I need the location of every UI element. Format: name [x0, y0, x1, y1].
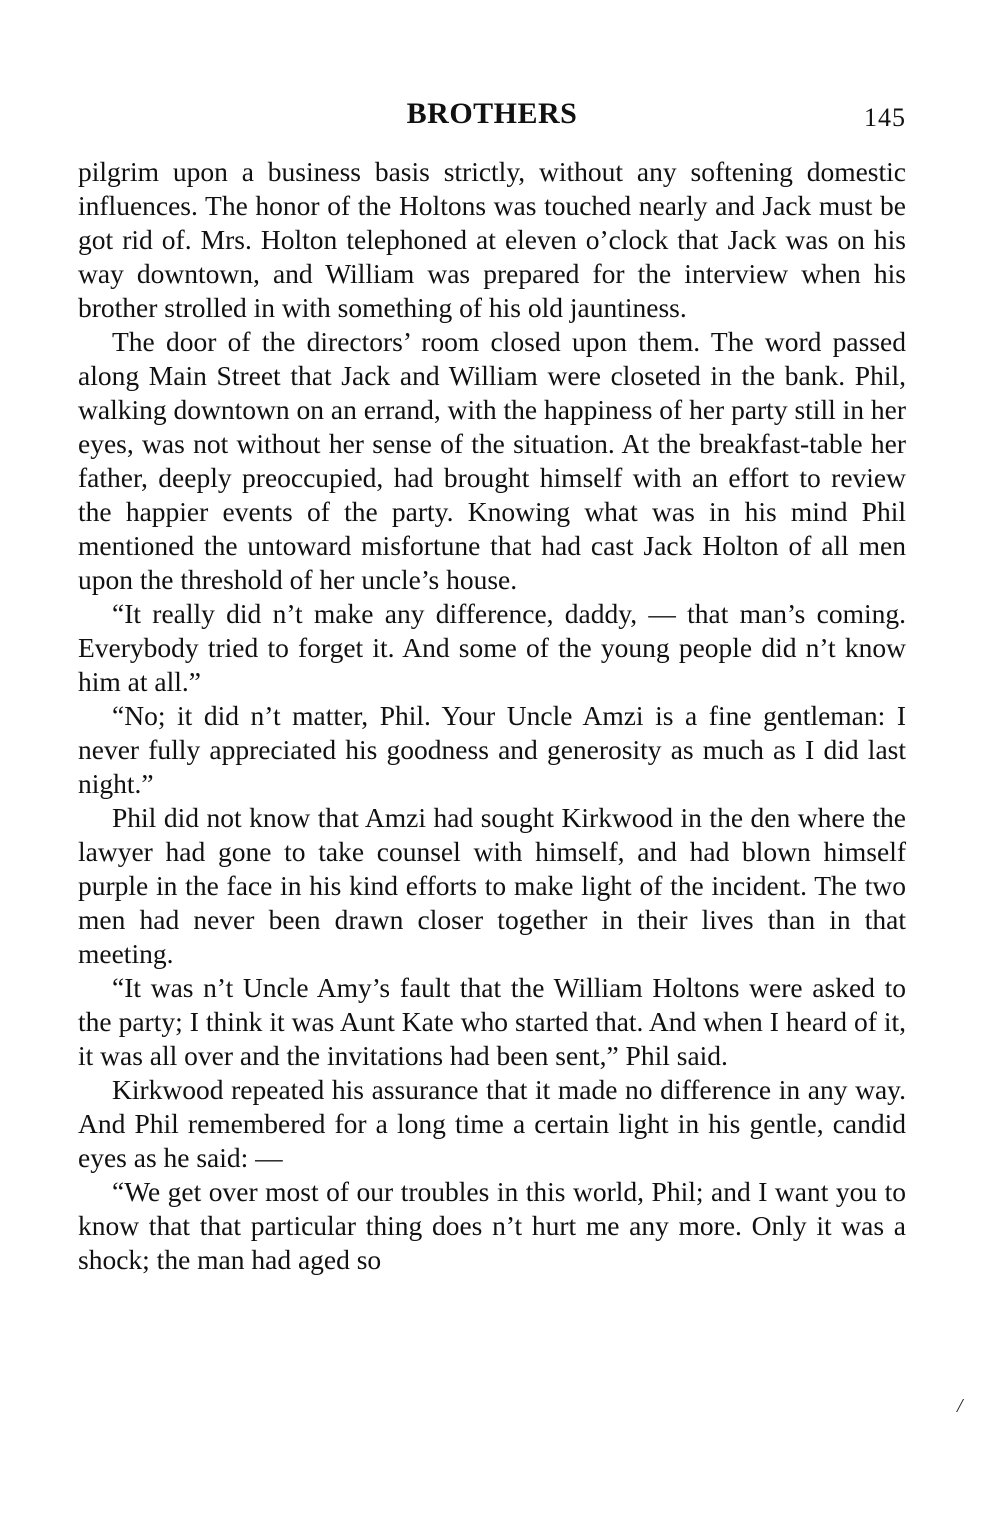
paragraph-3: “It really did n’t make any difference, daddy, — that man’s coming. Everybody tried to forget it. And some of the young people did n’t know him at all.”: [78, 598, 906, 697]
page-number: 145: [864, 103, 906, 132]
paragraph-8: “We get over most of our troubles in this world, Phil; and I want you to know that that particular thing does n’t hurt me any more. Only it was a shock; the man had aged so: [78, 1176, 906, 1275]
paragraph-1: pilgrim upon a business basis strictly, without any softening domestic influences. The honor of the Holtons was touched nearly and Jack must be got rid of. Mrs. Holton telephoned at eleven o’clock that Jack was on his way downtown, and William was prepared for the interview when his brother strolled in with something of his old jauntiness.: [78, 156, 906, 323]
margin-mark: /: [957, 1395, 963, 1417]
paragraph-4: “No; it did n’t matter, Phil. Your Uncle Amzi is a fine gentleman: I never fully appreciated his goodness and generosity as much as I did last night.”: [78, 700, 906, 799]
paragraph-5: Phil did not know that Amzi had sought Kirkwood in the den where the lawyer had gone to take counsel with himself, and had blown himself purple in the face in his kind efforts to make light of the incident. The two men had never been drawn closer together in their lives than in that meeting.: [78, 802, 906, 969]
running-title: BROTHERS: [406, 97, 578, 130]
paragraph-7: Kirkwood repeated his assurance that it made no difference in any way. And Phil remembered for a long time a certain light in his gentle, candid eyes as he said: —: [78, 1074, 906, 1173]
body-text: [78, 155, 906, 1277]
paragraph-6: “It was n’t Uncle Amy’s fault that the William Holtons were asked to the party; I think it was Aunt Kate who started that. And when I heard of it, it was all over and the invitations had been sent,” Phil said.: [78, 972, 906, 1071]
paragraph-2: The door of the directors’ room closed upon them. The word passed along Main Street that Jack and William were closeted in the bank. Phil, walking downtown on an errand, with the happiness of her party still in her eyes, was not without her sense of the situation. At the breakfast-table her father, deeply preoccupied, had brought himself with an effort to review the happier events of the party. Knowing what was in his mind Phil mentioned the untoward misfortune that had cast Jack Holton of all men upon the threshold of her uncle’s house.: [78, 326, 906, 595]
running-head: [78, 92, 906, 136]
